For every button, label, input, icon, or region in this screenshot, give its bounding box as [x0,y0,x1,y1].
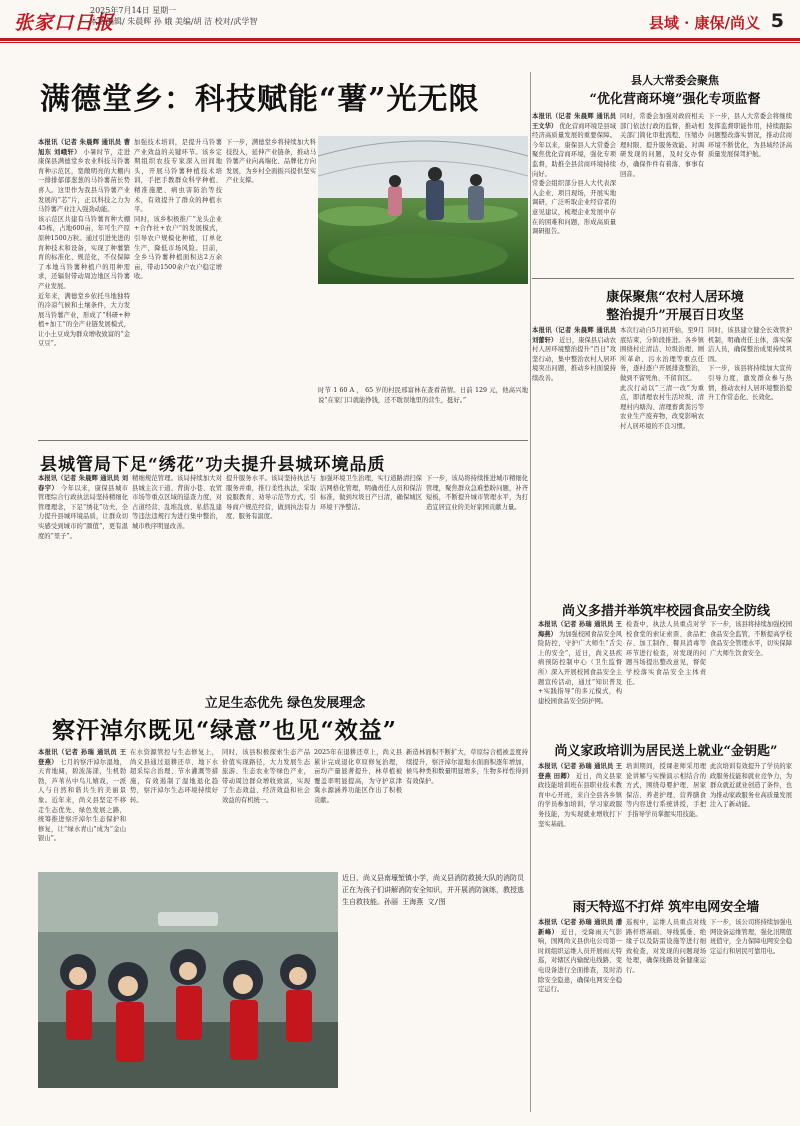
fire-safety-photo [38,872,338,1088]
lead-column-3 [226,138,316,416]
story-paragraph: 精细规范管理。该局持续加大对县城主次干道、背街小巷、农贸市场等重点区域的巡查力度，对占道经营、乱堆乱放、私搭乱建等违法违规行为进行集中整治，城市秩序明显改善。 [132,475,222,530]
story-paragraph: 同时，该县建立健全长效管护机制，明确责任主体，落实保洁人员，确保整治成果持续巩固。 [708,327,792,363]
story-paragraph: 近日，康保县启动农村人居环境整治提升“百日”攻坚行动，集中整治农村人居环境突出问题，推动乡村面貌持续改善。 [532,336,616,382]
lead-photo-caption: 时节 1 60 A ， 65 岁的村民邢富林在查看苗情。日前 129 元，他高兴地说“在家门口就能挣钱，还不耽误地里的营生，挺好。” [318,387,528,404]
story-paragraph: 优化营商环境是县域经济高质量发展的重要保障。今年以来，康保县人大常委会聚焦优化营商环境，强化专项监督，助推全县营商环境持续向好。 [532,122,616,178]
green-column-2 [130,748,218,868]
story-paragraph: 常委会组织部分县人大代表深入企业、项目现场，开展实地调研，广泛听取企业经营者的意见建议，梳理企业发展中存在的困难和问题，形成高质量调研报告。 [532,180,616,236]
story-paragraph: 巡视中，运维人员重点对线路杆塔基础、导线弧垂、绝缘子以及防雷设施等进行细致检查，对发现的问题现场处理，确保线路设备健康运行。 [626,919,706,974]
story-paragraph: 培训期间，授课老师采用理论讲解与实操演示相结合的方式，围绕母婴护理、居家保洁、养老护理、营养膳食等内容进行系统讲授，手把手指导学员掌握实用技能。 [626,763,706,818]
lead-paragraph: 同时，该乡积极推广“龙头企业+合作社+农户”的发展模式，引导农户规模化种植，订单化生产，降低市场风险。目前，全乡马铃薯种植面积达2万余亩，带动1500余户农户稳定增收。 [134,215,222,281]
divider [38,440,528,441]
page-number: 5 [770,10,784,32]
lead-column-2 [134,138,222,416]
story-paragraph: 在水资源管控与生态修复上，尚义县通过退耕还草、地下水超采综合治理、节水灌溉等措施，有效遏制了湿地退化趋势，察汗淖尔生态环境持续好转。 [130,749,218,804]
farmer-figure [388,175,402,216]
right-story-2-byline: 本报讯（记者 朱晨辉 通讯员 刘蕾轩） [532,327,616,344]
food-column-2 [626,620,706,732]
right-story-2-headline: 整治提升”开展百日攻坚 [606,308,744,323]
right-story-2-column-1 [532,326,616,444]
dateline [90,5,257,27]
power-grid-headline: 雨天特巡不打烊 筑牢电网安全墙 [572,900,760,915]
story-paragraph: 下一步，县人大常委会将继续发挥监督职能作用，持续跟踪问题整改落实情况，推动营商环境不断优化，为县域经济高质量发展保驾护航。 [708,113,792,159]
middle-column-1 [38,474,128,672]
story-paragraph: 提升服务水平。该局坚持执法与服务并重，推行柔性执法，采取说服教育、劝导示范等方式，引导商户规范经营，做到执法有力度、服务有温度。 [226,475,316,521]
lead-paragraph: 加强技术培训，是提升马铃薯产业效益的关键环节。该乡定期组织农技专家深入田间地头，开展马铃薯种植技术培训，手把手教群众科学种植、精准施肥、病虫害防治等技术，有效提升了群众的种植水平。 [134,139,222,214]
story-paragraph: 检查中，执法人员重点对学校食堂的索证索票、食品贮存、加工制作、餐具消毒等环节进行检查，对发现的问题当场提出整改意见，督促学校落实食品安全主体责任。 [626,621,706,686]
food-column-1 [538,620,622,732]
middle-column-3 [226,474,316,672]
gold-column-2 [626,762,706,882]
middle-byline: 本报讯（记者 朱晨辉 通讯员 刘春宇） [38,475,128,492]
middle-column-4 [320,474,422,672]
lead-headline: 满德堂乡：科技赋能“薯”光无限 [40,82,480,117]
masthead-rule [0,38,800,41]
story-paragraph: 下一步，该县将持续加大宣传引导力度，激发群众参与热情，推动农村人居环境整治提升工作常态化、长效化。 [708,365,792,402]
story-paragraph: 加强环境卫生治理，实行道路清扫保洁网格化管理，明确责任人员和保洁标准，做到垃圾日产日清，确保城区环境干净整洁。 [320,475,422,511]
newspaper-logo: 张家口日报 [14,12,115,34]
story-paragraph: 此次培训有效提升了学员的家政服务技能和就业竞争力，为群众就近就业创造了条件，也为推动家政服务业高质量发展注入了新动能。 [710,763,792,809]
story-paragraph: 近日，受降雨天气影响，国网尚义县供电公司第一时间组织运维人员开展雨天特巡，对辖区内输配电线路、变电设备进行全面排查，及时消除安全隐患，确保电网安全稳定运行。 [538,928,622,994]
middle-column-2 [132,474,222,672]
green-byline: 本报讯（记者 孙瑞 通讯员 王登燕） [38,749,126,766]
gold-byline: 本报讯（记者 孙瑞 通讯员 王登燕 田卿） [538,763,622,780]
lead-byline: 本报讯（记者 朱晨辉 通讯员 曹旭东 刘峨轩） [38,139,130,156]
photo-caption-text: 近日，尚义县南壕堑镇小学，尚义县消防救援大队的消防员正在为孩子们讲解消防安全知识，并开展消防演练，教授逃生自救技能。孙丽 王海燕 文/图 [342,874,524,906]
lead-paragraph: 该示范区共建有马铃薯育种大棚45栋，占地600亩，年可生产原原种1500万粒。通过引进先进的育种技术和设备，实现了种薯繁育的标准化、规范化，不仅保障了本地马铃薯种植户的用种需求，还辐射带动周边地区马铃薯产业发展。 [38,215,130,290]
right-story-1-column-3 [708,112,792,262]
story-paragraph: 七月的察汗淖尔湿地，天青地阔，碧波荡漾，生机勃勃，芦苇丛中鸟儿嬉戏，一派人与自然和谐共生的美丽景象。近年来，尚义县坚定不移走生态优先、绿色发展之路，统筹推进察汗淖尔生态保护和修复，让“绿水青山”成为“金山银山”。 [38,758,126,843]
story-paragraph: 近日，尚义县家政技能培训班在县职业技术教育中心开班，来自全县各乡镇的学员参加培训，学习家政服务技能，为实现就业增收打下坚实基础。 [538,772,622,828]
right-story-1-kicker: 县人大常委会聚焦 [631,74,719,87]
story-paragraph: 同时，常委会加强对政府相关部门依法行政的监督，推动相关部门简化审批流程、压缩办理时限、提升服务效能。对调研发现的问题，及时交办督办，确保件件有着落、事事有回音。 [620,113,704,178]
right-story-1-column-1 [532,112,616,262]
middle-column-5 [426,474,528,672]
story-paragraph: 今年以来，康保县城市管理综合行政执法局坚持精细化管理理念，下足“绣花”功夫，全力提升县城环境品质，让群众切实感受到城市的“颜值”，更有温度的“里子”。 [38,484,128,540]
right-story-1-headline: “优化营商环境”强化专项监督 [589,92,761,107]
story-paragraph: 下一步，该县将持续加强校园食品安全监管，不断提高学校食品安全管理水平，切实保障广大师生饮食安全。 [710,621,792,657]
greenhouse-illustration [318,136,528,284]
right-story-2-kicker: 康保聚焦“农村人居环境 [606,290,744,305]
section-title: 县域 · 康保/尚义 [648,14,760,32]
right-story-1-column-2 [620,112,704,262]
lead-paragraph: 近年来，满德堂乡依托当地独特的冷凉气候和土壤条件，大力发展马铃薯产业，形成了“科研+种植+加工”的全产业链发展模式，让小土豆成为群众增收致富的“金豆豆”。 [38,292,130,348]
gold-key-headline: 尚义家政培训为居民送上就业“金钥匙” [554,744,778,759]
right-story-2-column-3 [708,326,792,444]
food-column-3 [710,620,792,732]
divider [532,278,794,279]
power-column-1 [538,918,622,1108]
power-byline: 本报讯（记者 孙瑞 通讯员 潘新峰） [538,919,622,936]
right-story-2-column-2 [620,326,704,444]
food-byline: 本报讯（记者 孙瑞 通讯员 王海燕） [538,621,622,638]
story-paragraph: 此次行动以“三清一改”为重点，即清理农村生活垃圾、清理村内塘沟、清理畜禽粪污等农业生产废弃物，改变影响农村人居环境的不良习惯。 [620,384,704,430]
green-column-5 [406,748,528,868]
lead-column-1 [38,138,130,416]
right-story-1-byline: 本报讯（记者 朱晨辉 通讯员 王文华） [532,113,616,130]
story-paragraph: 新造林面积不断扩大，草原综合植被盖度持续提升，察汗淖尔湿地水面面积逐年增加，候鸟种类和数量明显增多，生物多样性得到有效保护。 [406,749,528,785]
column-divider [530,72,531,1112]
gold-column-3 [710,762,792,882]
story-paragraph: 本次行动自5月初开始，至9月底结束，分阶段推进。各乡镇围绕村庄清洁、垃圾治理、厕所革命、污水治理等重点任务，逐村逐户开展排查整治，做到不留死角、不留盲区。 [620,327,704,382]
green-story-headline: 察汗淖尔既见“绿意”也见“效益” [52,717,397,744]
masthead-thin-rule [0,42,800,43]
middle-headline: 县城管局下足“绣花”功夫提升县城环境品质 [40,455,386,475]
power-column-2 [626,918,706,1108]
greenhouse-photo [318,136,528,284]
story-paragraph: 2025年在退耕还草上，尚义县累计完成退化草原修复治理，亩均产量显著提升，林草植被覆盖率明显提高，为守护京津冀水源涵养功能区作出了积极贡献。 [314,749,402,804]
story-paragraph: 为加强校园食品安全风险防控，守护广大师生“舌尖上的安全”，近日，尚义县疾病预防控制中心（卫生监督所）深入开展校园食品安全主题宣传活动，通过“知识普及+实践指导”的多元模式，构建校园食品安全防护网。 [538,630,622,705]
masthead [0,0,800,42]
green-story-kicker: 立足生态优先 绿色发展理念 [204,696,366,711]
lead-paragraph: 小暑时节，走进康保县满德堂乡农业科技马铃薯育种示范区，宽敞明亮的大棚内一排排郁郁葱葱的马铃薯苗长势喜人。这里作为我县马铃薯产业发展的“芯”片，正以科技之力为马铃薯产业注入强劲动能。 [38,148,130,214]
fire-safety-caption [342,872,528,1088]
power-column-3 [710,918,792,1108]
issue-date: 2025年7月14日 星期一 [90,6,177,15]
gold-column-1 [538,762,622,882]
editor-credits: 本版编辑/ 朱晨辉 孙 娥 美编/胡 洁 校对/武学智 [90,17,258,26]
green-column-1 [38,748,126,868]
green-column-3 [222,748,310,868]
food-safety-headline: 尚义多措并举筑牢校园食品安全防线 [561,604,770,619]
story-paragraph: 下一步，该公司将持续加强电网设备运维管理，强化汛期值班值守，全力保障电网安全稳定运行和居民可靠用电。 [710,919,792,955]
lead-paragraph: 下一步，满德堂乡将持续加大科技投入，延伸产业链条，推动马铃薯产业向高端化、品牌化方向发展，为乡村全面振兴提供坚实产业支撑。 [226,139,316,185]
story-paragraph: 同时，该县积极探索生态产品价值实现路径，大力发展生态旅游、生态农业等绿色产业，带动周边群众增收致富，实现了生态效益、经济效益和社会效益的有机统一。 [222,749,310,804]
story-paragraph: 下一步，该局将持续推进城市精细化管理，聚焦群众急难愁盼问题，补齐短板，不断提升城市管理水平，为打造宜居宜业的美好家园贡献力量。 [426,475,528,511]
fire-safety-illustration [38,872,338,1088]
green-column-4 [314,748,402,868]
